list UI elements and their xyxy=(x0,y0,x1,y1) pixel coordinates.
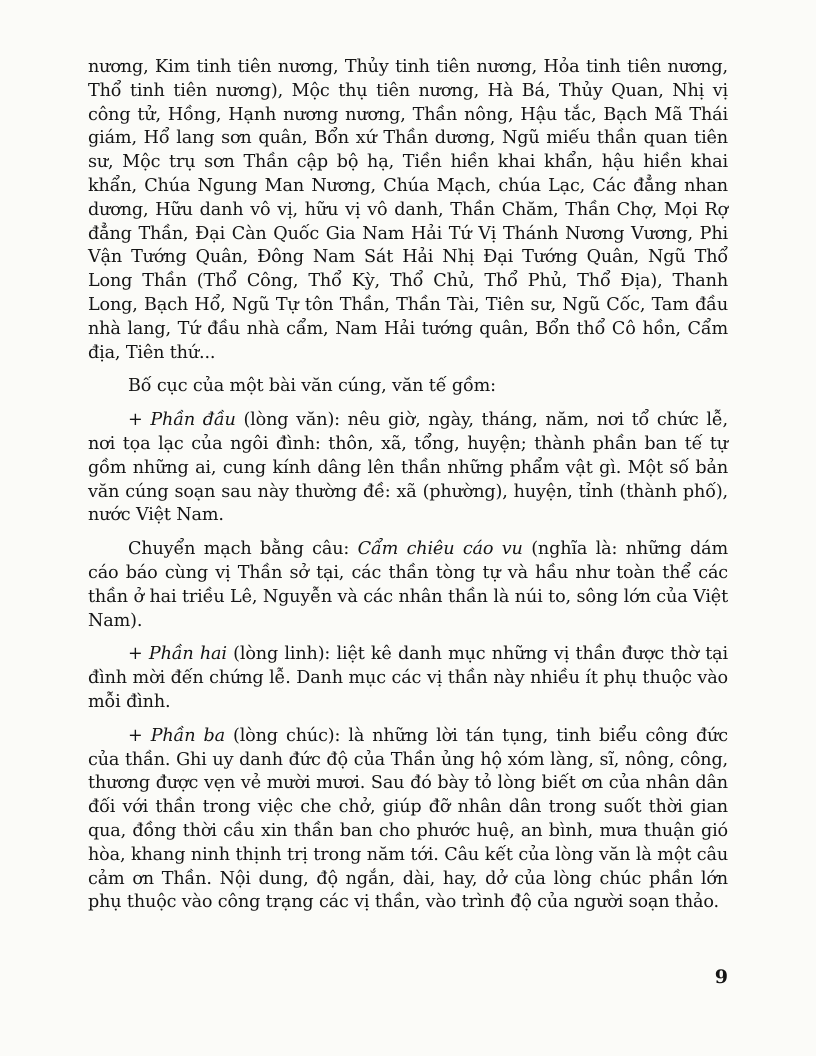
transition-paragraph xyxy=(88,538,728,633)
transition-after: (nghĩa là: những dám cáo báo cùng vị Thần sở tại, các thần tòng tự và hầu như toàn thể các thần ở hai triều Lê, Nguyễn và các nhân thần là núi to, sông lớn của Việt Nam). xyxy=(88,539,728,631)
part-two-text: (lòng linh): liệt kê danh mục những vị thần được thờ tại đình mời đến chứng lễ. Danh mục các vị thần này nhiều ít phụ thuộc vào mỗi đình. xyxy=(88,644,728,712)
structure-intro: Bố cục của một bài văn cúng, văn tế gồm: xyxy=(128,376,496,397)
part-one-paragraph xyxy=(88,409,728,528)
part-three-prefix: + xyxy=(128,725,151,746)
page-body xyxy=(88,56,728,925)
part-one-label: Phần đầu xyxy=(150,410,236,431)
part-three-paragraph xyxy=(88,725,728,915)
opening-paragraph: nương, Kim tinh tiên nương, Thủy tinh tiên nương, Hỏa tinh tiên nương, Thổ tinh tiên nương), Mộc thụ tiên nương, Hà Bá, Thủy Quan, Nhị vị công tử, Hồng, Hạnh nương nương, Thần nông, Hậu tắc, Bạch Mã Thái giám, Hổ lang sơn quân, Bổn xứ Thần dương, Ngũ miếu thần quan tiên sư, Mộc trụ sơn Thần cập bộ hạ, Tiền hiền khai khẩn, hậu hiền khai khẩn, Chúa Ngung Man Nương, Chúa Mạch, chúa Lạc, Các đẳng nhan dương, Hữu danh vô vị, hữu vị vô danh, Thần Chăm, Thần Chợ, Mọi Rợ đẳng Thần, Đại Càn Quốc Gia Nam Hải Tứ Vị Thánh Nương Vương, Phi Vận Tướng Quân, Đông Nam Sát Hải Nhị Đại Tướng Quân, Ngũ Thổ Long Thần (Thổ Công, Thổ Kỳ, Thổ Chủ, Thổ Phủ, Thổ Địa), Thanh Long, Bạch Hổ, Ngũ Tự tôn Thần, Thần Tài, Tiên sư, Ngũ Cốc, Tam đầu nhà lang, Tứ đầu nhà cẩm, Nam Hải tướng quân, Bổn thổ Cô hồn, Cẩm địa, Tiên thứ... xyxy=(88,57,728,363)
part-two-prefix: + xyxy=(128,644,149,665)
part-two-paragraph xyxy=(88,643,728,714)
part-two-label: Phần hai xyxy=(148,644,227,665)
part-three-label: Phần ba xyxy=(150,725,225,746)
part-three-text: (lòng chúc): là những lời tán tụng, tinh biểu công đức của thần. Ghi uy danh đức độ của Thần ủng hộ xóm làng, sĩ, nông, công, thương được vẹn vẻ mười mươi. Sau đó bày tỏ lòng biết ơn của nhân dân đối với thần trong việc che chở, giúp đỡ nhân dân trong suốt thời gian qua, đồng thời cầu xin thần ban cho phước huệ, an bình, mưa thuận gió hòa, khang ninh thịnh trị trong năm tới. Câu kết của lòng văn là một câu cảm ơn Thần. Nội dung, độ ngắn, dài, hay, dở của lòng chúc phần lớn phụ thuộc vào công trạng các vị thần, vào trình độ của người soạn thảo. xyxy=(88,725,728,913)
transition-phrase: Cẩm chiêu cáo vu xyxy=(357,539,523,560)
part-one-text: (lòng văn): nêu giờ, ngày, tháng, năm, nơi tổ chức lễ, nơi tọa lạc của ngôi đình: thôn, xã, tổng, huyện; thành phần ban tế tự gồm những ai, cung kính dâng lên thần những phẩm vật gì. Một số bản văn cúng soạn sau này thường đề: xã (phường), huyện, tỉnh (thành phố), nước Việt Nam. xyxy=(88,410,728,526)
part-one-prefix: + xyxy=(128,410,151,431)
page-number: 9 xyxy=(714,966,728,988)
transition-before: Chuyển mạch bằng câu: xyxy=(128,539,358,560)
